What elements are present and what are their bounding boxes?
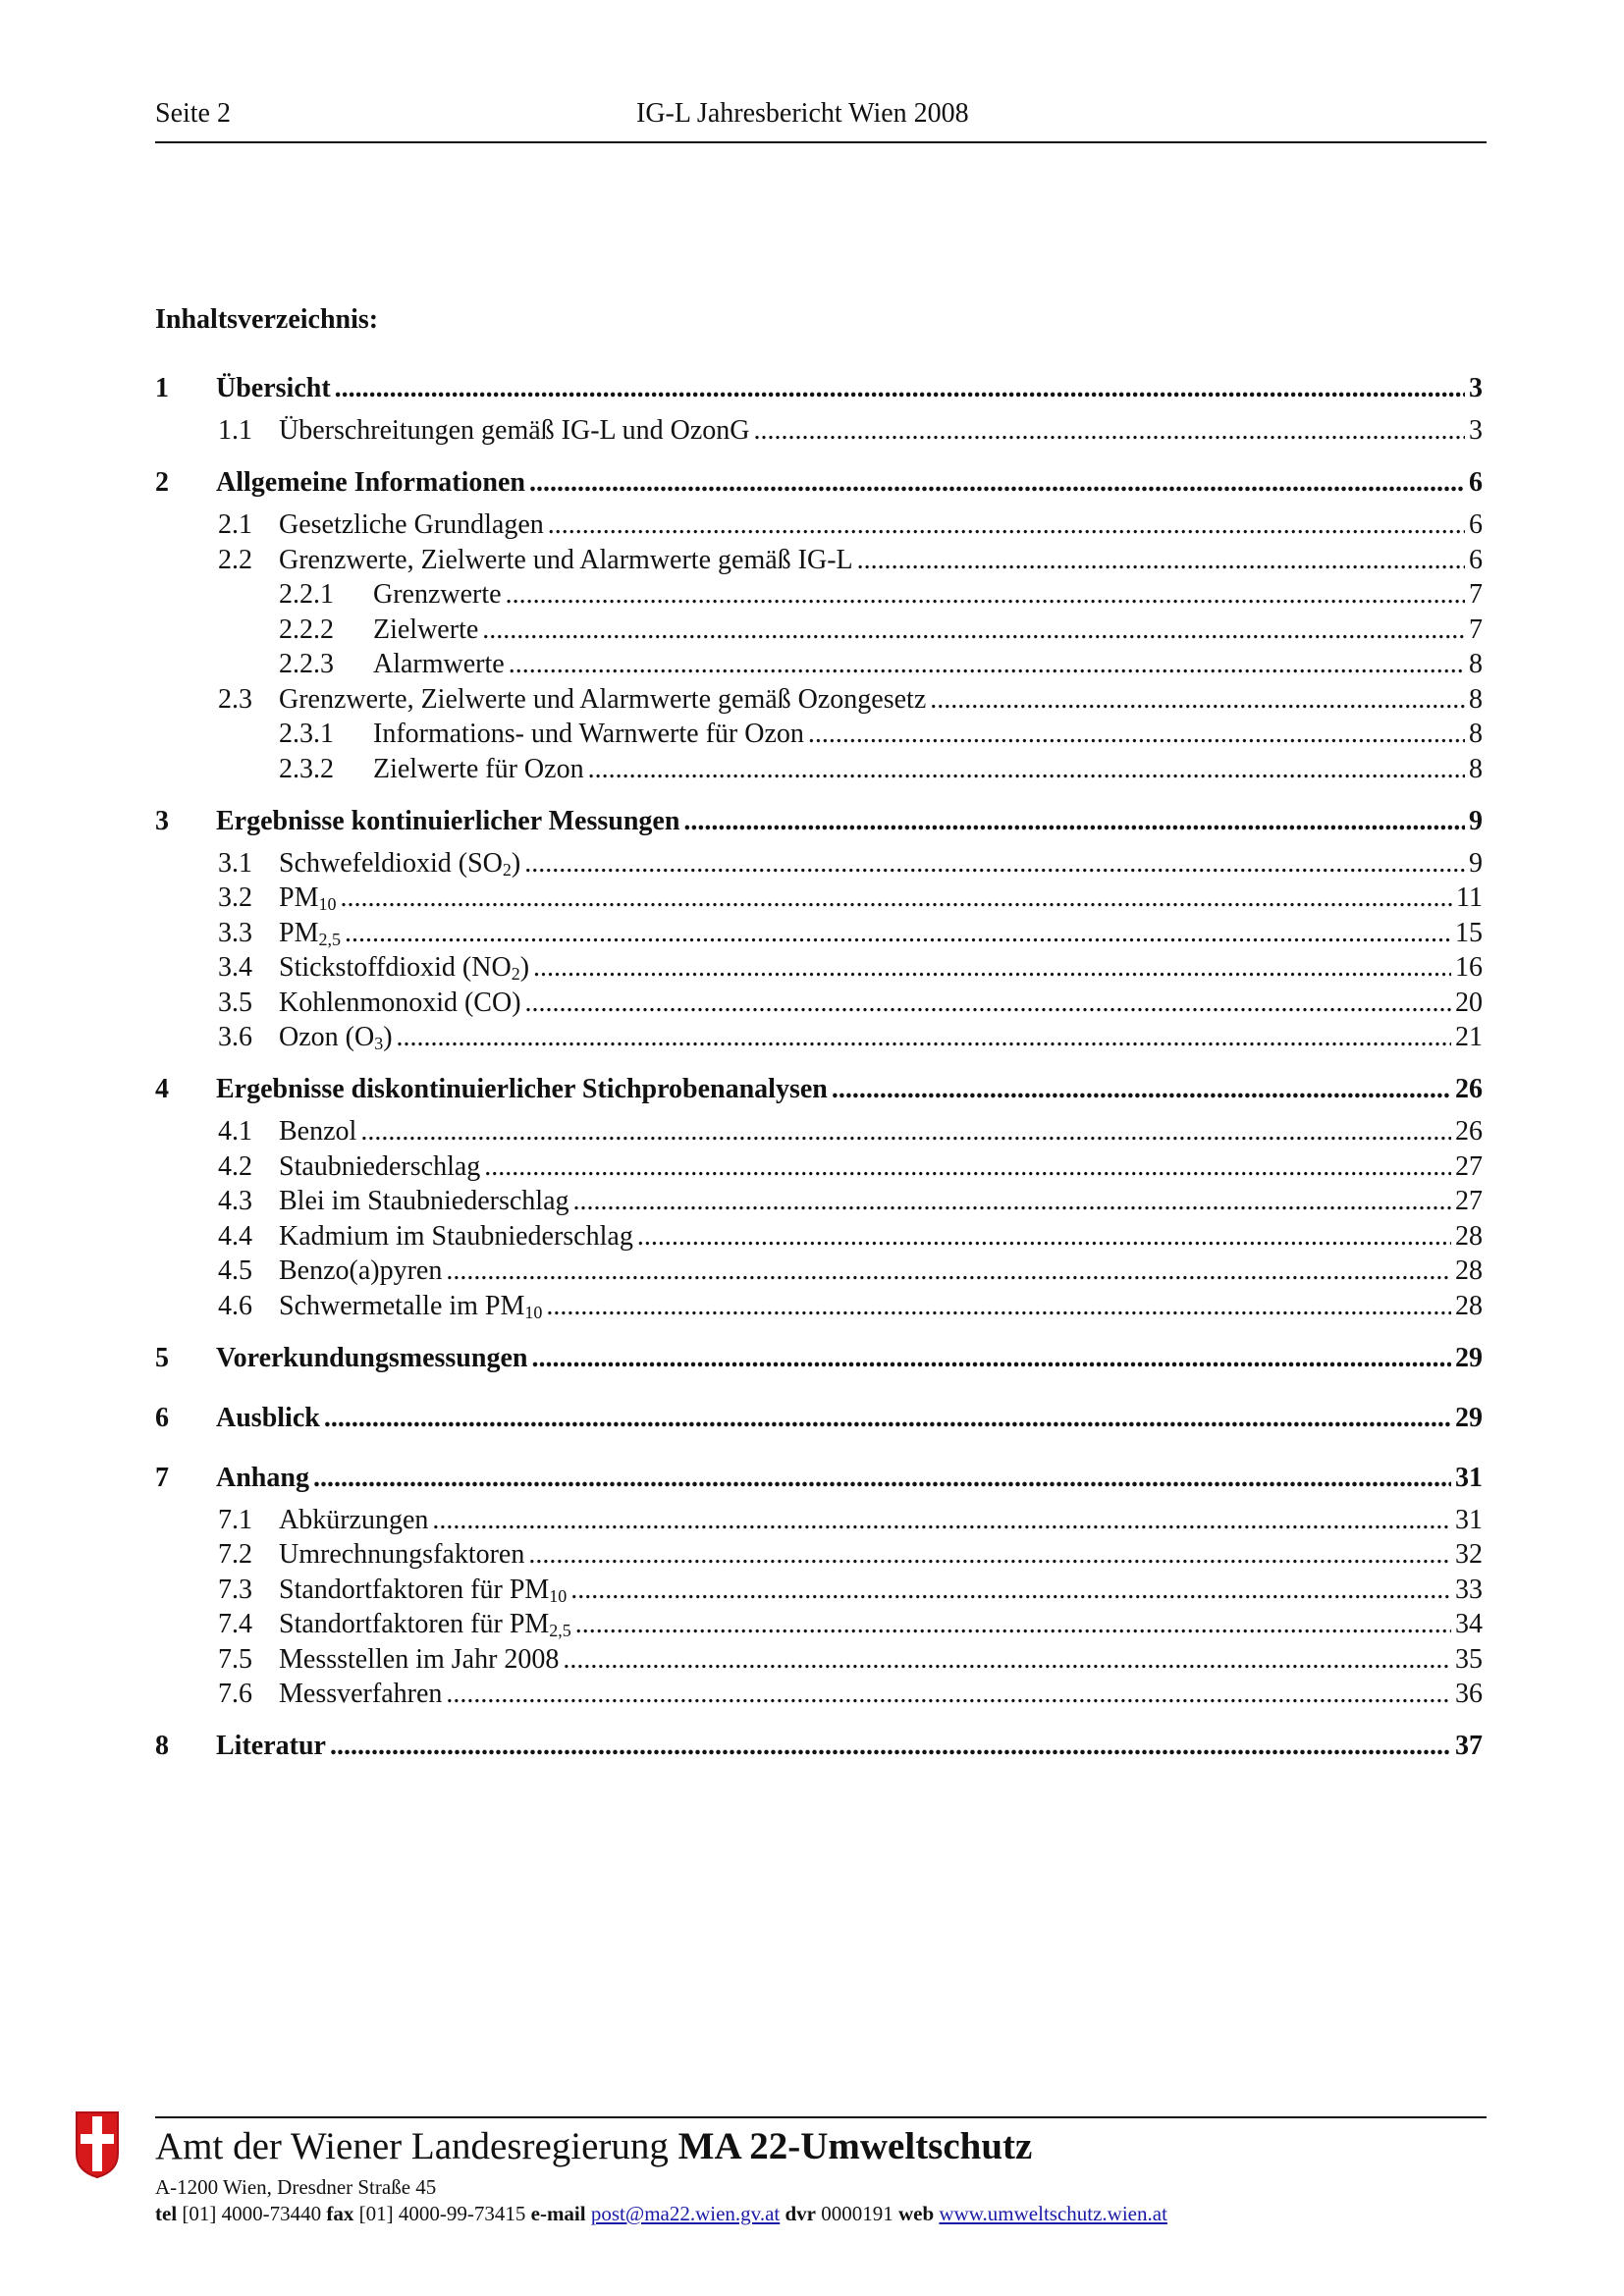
toc-entry-number: 4.6 — [218, 1290, 252, 1321]
toc-entry-title — [279, 988, 521, 1019]
toc-entry[interactable] — [155, 1463, 1483, 1496]
toc-entry-title — [279, 918, 341, 949]
toc-entry-title — [279, 509, 544, 541]
toc-entry[interactable] — [155, 1221, 1483, 1255]
toc-entry-number: 3.5 — [218, 987, 252, 1018]
vienna-coat-of-arms-logo — [75, 2110, 120, 2179]
toc-entry-title-text: Standortfaktoren für PM — [279, 1609, 550, 1639]
toc-entry[interactable] — [155, 545, 1483, 578]
toc-entry-title-text: Messstellen im Jahr 2008 — [279, 1643, 560, 1675]
toc-entry-page-number: 32 — [1455, 1539, 1483, 1570]
toc-entry-page-number: 8 — [1469, 649, 1483, 679]
toc-entry-title-text: Messverfahren — [279, 1679, 443, 1709]
toc-entry-page-number: 15 — [1455, 917, 1483, 948]
toc-entry-number: 7.5 — [218, 1643, 252, 1675]
web-link[interactable]: www.umweltschutz.wien.at — [939, 2202, 1167, 2225]
toc-dot-leader — [930, 684, 1465, 716]
dvr-value: 0000191 — [821, 2202, 893, 2225]
toc-entry-page-number: 11 — [1456, 882, 1483, 913]
toc-entry-title — [216, 1403, 320, 1434]
toc-entry-title-text: Benzo(a)pyren — [279, 1255, 443, 1286]
toc-entry-title — [279, 1022, 393, 1053]
toc-entry-number: 2.2 — [218, 544, 252, 575]
document-title: IG-L Jahresbericht Wien 2008 — [636, 98, 969, 129]
toc-entry[interactable] — [155, 415, 1483, 449]
toc-entry-title — [279, 882, 336, 914]
toc-entry-title-text: Ozon (O — [279, 1022, 375, 1052]
toc-dot-leader — [531, 1343, 1451, 1374]
toc-entry[interactable] — [155, 1074, 1483, 1107]
toc-entry[interactable] — [155, 1539, 1483, 1573]
toc-entry-number: 4.1 — [218, 1116, 252, 1147]
toc-entry-title-text: Kadmium im Staubniederschlag — [279, 1220, 633, 1252]
toc-entry-page-number: 26 — [1455, 1116, 1483, 1147]
toc-entry-title — [216, 806, 679, 837]
toc-dot-leader — [563, 1644, 1451, 1676]
toc-entry[interactable] — [155, 1151, 1483, 1185]
toc-entry-page-number: 28 — [1455, 1220, 1483, 1252]
toc-entry-title — [216, 1074, 828, 1105]
toc-dot-leader — [446, 1255, 1451, 1287]
toc-entry-title — [373, 649, 505, 680]
toc-entry-number: 3.3 — [218, 917, 252, 948]
footer-org-prefix: Amt der Wiener Landesregierung — [155, 2125, 678, 2167]
toc-entry[interactable] — [155, 1343, 1483, 1376]
toc-entry-number: 7.4 — [218, 1609, 252, 1639]
toc-entry-page-number: 29 — [1455, 1402, 1483, 1433]
toc-dot-leader — [683, 806, 1465, 837]
toc-entry-title-text: Grenzwerte — [373, 579, 502, 610]
toc-entry-title — [216, 1463, 309, 1494]
toc-entry-number: 7.1 — [218, 1504, 252, 1535]
toc-entry-number: 3.1 — [218, 847, 252, 879]
toc-entry[interactable] — [155, 1255, 1483, 1289]
toc-entry-title — [279, 1505, 428, 1536]
fax-label: fax — [326, 2202, 354, 2225]
toc-entry-number: 7 — [155, 1462, 169, 1493]
footer-divider — [155, 2116, 1487, 2118]
toc-entry-title — [279, 1539, 524, 1571]
toc-entry[interactable] — [155, 1575, 1483, 1608]
toc-entry-page-number: 37 — [1455, 1731, 1483, 1761]
toc-entry-title-text: Stickstoffdioxid (NO — [279, 952, 512, 983]
toc-entry[interactable] — [155, 1644, 1483, 1678]
toc-entry-title-text: Überschreitungen gemäß IG-L und OzonG — [279, 415, 750, 446]
toc-entry-title-text: Ausblick — [216, 1402, 320, 1433]
toc-entry-page-number: 21 — [1455, 1022, 1483, 1052]
toc-dot-leader — [573, 1186, 1452, 1217]
toc-dot-leader — [397, 1022, 1451, 1053]
toc-entry-title-text: Alarmwerte — [373, 649, 505, 679]
toc-entry-number: 7.2 — [218, 1539, 252, 1570]
toc-entry-page-number: 29 — [1455, 1342, 1483, 1373]
toc-entry-page-number: 26 — [1455, 1074, 1483, 1104]
toc-entry-page-number: 34 — [1455, 1609, 1483, 1639]
toc-entry-title-text: Umrechnungsfaktoren — [279, 1539, 525, 1570]
toc-entry-title — [279, 1609, 571, 1640]
toc-entry-title — [216, 467, 525, 499]
toc-entry[interactable] — [155, 649, 1483, 682]
toc-dot-leader — [324, 1403, 1451, 1434]
toc-entry-number: 5 — [155, 1342, 169, 1373]
toc-entry-number: 1 — [155, 373, 169, 403]
toc-entry-title-text: Grenzwerte, Zielwerte und Alarmwerte gemäß IG-L — [279, 544, 853, 575]
toc-dot-leader — [432, 1505, 1451, 1536]
toc-entry-title-text: Abkürzungen — [279, 1504, 429, 1535]
toc-entry[interactable] — [155, 754, 1483, 787]
toc-entry-title-text: Blei im Staubniederschlag — [279, 1186, 569, 1216]
toc-entry-number: 2.2.2 — [279, 614, 334, 645]
toc-dot-leader — [832, 1074, 1451, 1105]
toc-entry-title-suffix: ) — [511, 847, 521, 879]
toc-entry-number: 3.2 — [218, 882, 252, 913]
toc-entry-number: 4.4 — [218, 1220, 252, 1252]
toc-entry-page-number: 31 — [1455, 1504, 1483, 1535]
toc-dot-leader — [330, 1731, 1451, 1762]
toc-dot-leader — [506, 579, 1465, 611]
footer-org-department: MA 22-Umweltschutz — [677, 2125, 1033, 2167]
toc-entry-number: 4.3 — [218, 1186, 252, 1216]
toc-entry-number: 2.1 — [218, 509, 252, 540]
toc-entry-number: 2.3.1 — [279, 719, 334, 749]
web-label: web — [897, 2202, 935, 2225]
toc-entry[interactable] — [155, 1403, 1483, 1436]
toc-entry-subscript: 2 — [502, 859, 512, 880]
footer-contact-line — [155, 2202, 1167, 2226]
toc-entry-page-number: 6 — [1469, 544, 1483, 575]
toc-entry-number: 2.2.1 — [279, 579, 334, 610]
toc-entry-title-suffix: ) — [383, 1022, 393, 1052]
toc-dot-leader — [588, 754, 1465, 785]
toc-entry[interactable] — [155, 373, 1483, 406]
toc-dot-leader — [345, 918, 1451, 949]
toc-dot-leader — [524, 848, 1465, 880]
toc-entry-title-text: Zielwerte für Ozon — [373, 753, 584, 784]
toc-dot-leader — [482, 614, 1465, 646]
toc-entry-page-number: 9 — [1469, 847, 1483, 879]
toc-entry-number: 6 — [155, 1402, 169, 1433]
toc-entry[interactable] — [155, 1731, 1483, 1764]
toc-entry-number: 3.4 — [218, 952, 252, 983]
toc-entry-title-text: Standortfaktoren für PM — [279, 1574, 550, 1605]
toc-entry-title — [279, 1679, 442, 1710]
toc-entry-subscript: 2,5 — [318, 929, 341, 949]
toc-entry-title-text: PM — [279, 917, 319, 948]
toc-entry-page-number: 27 — [1455, 1150, 1483, 1182]
toc-entry-title-text: Ergebnisse diskontinuierlicher Stichprobenanalysen — [216, 1074, 828, 1104]
toc-entry-page-number: 16 — [1455, 952, 1483, 983]
toc-dot-leader — [360, 1116, 1451, 1148]
toc-entry-page-number: 7 — [1469, 614, 1483, 645]
toc-entry-page-number: 31 — [1455, 1462, 1483, 1493]
toc-entry-number: 4.5 — [218, 1255, 252, 1286]
email-label: e-mail — [530, 2202, 586, 2225]
toc-entry-subscript: 2,5 — [549, 1621, 571, 1640]
toc-entry-title-text: Benzol — [279, 1116, 357, 1147]
toc-entry-title-text: Grenzwerte, Zielwerte und Alarmwerte gemäß Ozongesetz — [279, 683, 927, 715]
toc-entry-title-text: PM — [279, 882, 319, 913]
toc-entry-title — [279, 1221, 633, 1253]
toc-dot-leader — [335, 373, 1465, 404]
toc-entry-title-text: Informations- und Warnwerte für Ozon — [373, 719, 804, 749]
toc-entry-page-number: 33 — [1455, 1574, 1483, 1605]
toc-dot-leader — [546, 1291, 1451, 1322]
toc-entry[interactable] — [155, 1505, 1483, 1538]
toc-entry-title-text: Ergebnisse kontinuierlicher Messungen — [216, 805, 680, 836]
toc-entry-title — [279, 415, 749, 447]
toc-entry-title — [373, 614, 478, 646]
toc-entry-title-text: Vorerkundungsmessungen — [216, 1342, 528, 1373]
toc-dot-leader — [533, 952, 1451, 984]
toc-entry[interactable] — [155, 918, 1483, 951]
footer-organization — [155, 2124, 1032, 2168]
toc-dot-leader — [857, 545, 1465, 576]
toc-entry-number: 2.3 — [218, 683, 252, 715]
toc-entry-number: 2.2.3 — [279, 649, 334, 679]
toc-entry-page-number: 28 — [1455, 1290, 1483, 1321]
toc-dot-leader — [525, 988, 1451, 1019]
toc-heading: Inhaltsverzeichnis: — [155, 304, 379, 335]
toc-entry-title — [279, 952, 529, 984]
toc-entry-subscript: 2 — [511, 964, 520, 984]
toc-entry-page-number: 27 — [1455, 1186, 1483, 1216]
toc-entry-page-number: 7 — [1469, 579, 1483, 610]
toc-entry-title — [279, 1186, 569, 1217]
toc-entry[interactable] — [155, 1022, 1483, 1055]
toc-entry[interactable] — [155, 806, 1483, 839]
toc-entry-title — [216, 373, 331, 404]
toc-entry-page-number: 9 — [1469, 805, 1483, 836]
toc-entry-number: 4 — [155, 1074, 169, 1104]
toc-entry-title-text: Zielwerte — [373, 614, 479, 645]
toc-entry[interactable] — [155, 684, 1483, 718]
fax-value: [01] 4000-99-73415 — [358, 2202, 526, 2225]
toc-dot-leader — [575, 1609, 1451, 1640]
toc-entry-page-number: 8 — [1469, 753, 1483, 784]
toc-entry-page-number: 3 — [1469, 373, 1483, 403]
toc-entry[interactable] — [155, 1609, 1483, 1642]
toc-dot-leader — [529, 467, 1465, 499]
toc-entry-title-text: Schwermetalle im PM — [279, 1290, 525, 1321]
toc-entry-title — [279, 1291, 542, 1322]
toc-entry-title — [373, 719, 804, 750]
toc-entry[interactable] — [155, 952, 1483, 986]
tel-value: [01] 4000-73440 — [182, 2202, 322, 2225]
toc-entry[interactable] — [155, 1116, 1483, 1149]
toc-entry-title — [279, 1151, 480, 1183]
toc-entry-title-text: Gesetzliche Grundlagen — [279, 509, 544, 540]
toc-entry-page-number: 3 — [1469, 415, 1483, 446]
toc-entry-page-number: 6 — [1469, 467, 1483, 498]
toc-entry-number: 3.6 — [218, 1022, 252, 1052]
toc-entry[interactable] — [155, 988, 1483, 1021]
toc-entry-subscript: 3 — [374, 1034, 384, 1053]
toc-entry[interactable] — [155, 1186, 1483, 1219]
toc-dot-leader — [637, 1221, 1451, 1253]
toc-dot-leader — [484, 1151, 1451, 1183]
toc-entry-title — [373, 754, 584, 785]
footer-address: A-1200 Wien, Dresdner Straße 45 — [155, 2175, 437, 2199]
toc-entry-title — [373, 579, 502, 611]
toc-dot-leader — [808, 719, 1465, 750]
toc-entry[interactable] — [155, 1291, 1483, 1324]
toc-entry-number: 1.1 — [218, 415, 252, 446]
toc-entry[interactable] — [155, 614, 1483, 648]
toc-entry-number: 7.6 — [218, 1679, 252, 1709]
toc-entry-title — [279, 545, 853, 576]
toc-entry-number: 4.2 — [218, 1150, 252, 1182]
toc-entry-subscript: 10 — [318, 894, 337, 914]
toc-entry-number: 8 — [155, 1731, 169, 1761]
toc-entry-title-text: Schwefeldioxid (SO — [279, 847, 503, 879]
toc-entry-page-number: 6 — [1469, 509, 1483, 540]
toc-entry-number: 3 — [155, 805, 169, 836]
toc-entry[interactable] — [155, 1679, 1483, 1712]
toc-entry-title-text: Kohlenmonoxid (CO) — [279, 987, 521, 1018]
toc-dot-leader — [313, 1463, 1451, 1494]
toc-entry-subscript: 10 — [549, 1585, 568, 1606]
toc-entry-title — [279, 1644, 559, 1676]
toc-entry-title-text: Staubniederschlag — [279, 1150, 481, 1182]
toc-entry-title-text: Allgemeine Informationen — [216, 467, 525, 498]
toc-entry[interactable] — [155, 509, 1483, 543]
toc-dot-leader — [548, 509, 1465, 541]
page-header — [155, 98, 1487, 143]
toc-entry[interactable] — [155, 882, 1483, 916]
toc-entry-title — [279, 1575, 567, 1606]
toc-entry-title — [216, 1343, 527, 1374]
page-number-label: Seite 2 — [155, 98, 231, 129]
toc-dot-leader — [570, 1575, 1451, 1606]
toc-entry-number: 2 — [155, 467, 169, 498]
toc-entry-title — [216, 1731, 326, 1762]
toc-entry-title — [279, 848, 520, 880]
tel-label: tel — [155, 2202, 178, 2225]
toc-entry-title — [279, 1116, 356, 1148]
toc-dot-leader — [528, 1539, 1451, 1571]
toc-entry[interactable] — [155, 579, 1483, 613]
toc-entry-title-suffix: ) — [519, 952, 530, 983]
toc-dot-leader — [509, 649, 1465, 680]
toc-entry-title — [279, 1255, 442, 1287]
toc-entry-subscript: 10 — [524, 1302, 543, 1322]
toc-entry-title — [279, 684, 926, 716]
dvr-label: dvr — [785, 2202, 816, 2225]
toc-dot-leader — [753, 415, 1465, 447]
toc-entry[interactable] — [155, 467, 1483, 501]
toc-entry-title-text: Übersicht — [216, 373, 331, 403]
toc-entry[interactable] — [155, 848, 1483, 881]
toc-entry-number: 7.3 — [218, 1574, 252, 1605]
toc-entry-title-text: Literatur — [216, 1731, 326, 1761]
toc-entry-page-number: 20 — [1455, 987, 1483, 1018]
toc-entry-page-number: 28 — [1455, 1255, 1483, 1286]
toc-entry-page-number: 8 — [1469, 683, 1483, 715]
toc-dot-leader — [446, 1679, 1451, 1710]
toc-entry-page-number: 8 — [1469, 719, 1483, 749]
email-link[interactable]: post@ma22.wien.gv.at — [590, 2202, 781, 2225]
toc-entry-page-number: 36 — [1455, 1679, 1483, 1709]
toc-entry[interactable] — [155, 719, 1483, 752]
toc-entry-page-number: 35 — [1455, 1643, 1483, 1675]
toc-dot-leader — [340, 882, 1452, 914]
toc-entry-title-text: Anhang — [216, 1462, 309, 1493]
toc-entry-number: 2.3.2 — [279, 753, 334, 784]
